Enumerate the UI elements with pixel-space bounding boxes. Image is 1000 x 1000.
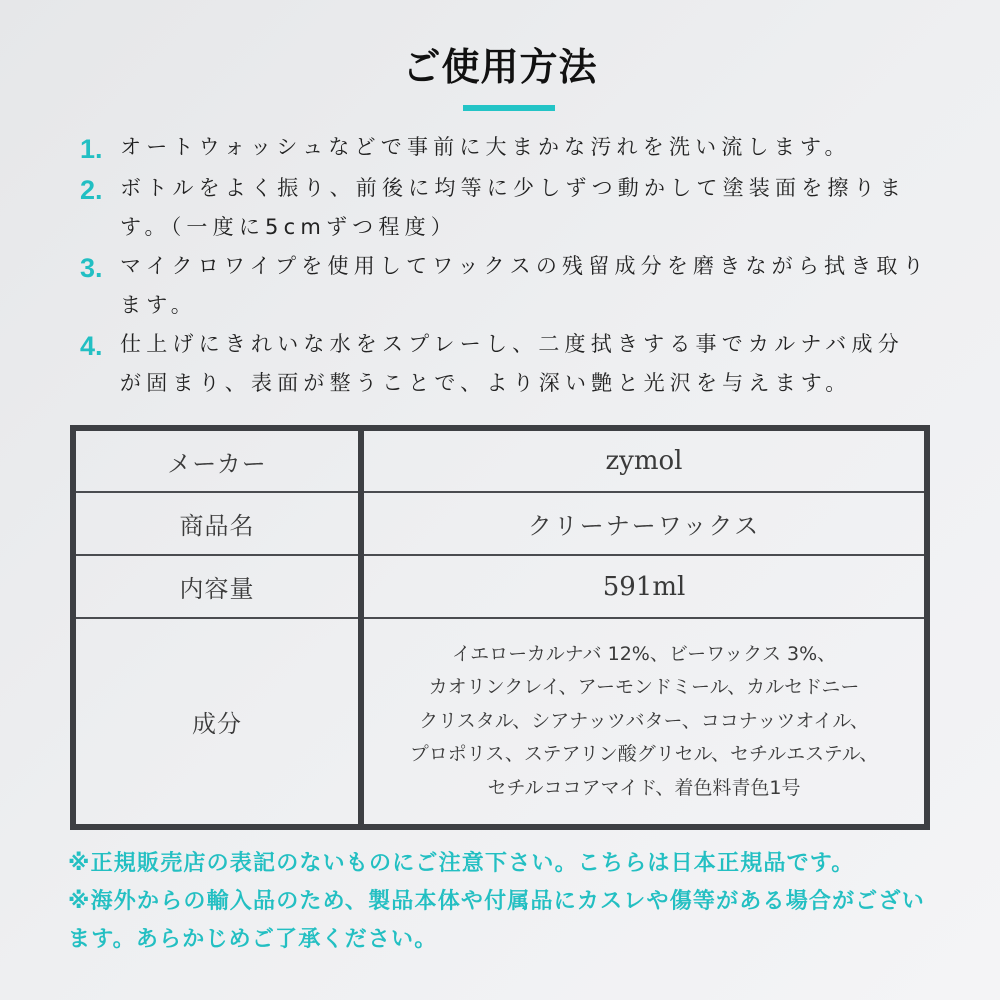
step-number: 3. — [80, 253, 103, 283]
row-value: 591ml — [361, 555, 927, 618]
step-text: オートウォッシュなどで事前に大まかな汚れを洗い流します。 — [120, 135, 851, 159]
step-number: 1. — [80, 134, 103, 164]
step-text: マイクロワイプを使用してワックスの残留成分を磨きながら拭き取ります。 — [120, 254, 929, 317]
row-value: zymol — [605, 446, 683, 476]
row-value: クリーナーワックス — [361, 492, 927, 555]
usage-steps-list — [80, 128, 940, 403]
notice-authentic: ※正規販売店の表記のないものにご注意下さい。こちらは日本正規品です。 — [68, 851, 855, 876]
step-number: 4. — [80, 331, 103, 361]
step-text: ボトルをよく振り、前後に均等に少しずつ動かして塗装面を擦ります。（一度に5cmずつ程度） — [120, 176, 906, 239]
title-underline-divider — [463, 105, 555, 111]
ingredients-value — [361, 618, 927, 827]
table-row-maker — [73, 428, 927, 492]
row-label: 内容量 — [73, 555, 361, 618]
step-item — [80, 128, 940, 169]
ingredient-line: プロポリス、ステアリン酸グリセル、セチルエステル、 — [409, 743, 879, 766]
step-item — [80, 247, 940, 325]
ingredient-line: セチルココアマイド、着色料青色1号 — [487, 776, 801, 799]
table-row-ingredients — [73, 618, 927, 827]
page-title: ご使用方法 — [402, 45, 598, 89]
step-text: 仕上げにきれいな水をスプレーし、二度拭きする事でカルナバ成分が固まり、表面が整うことで、より深い艶と光沢を与えます。 — [120, 332, 904, 395]
row-label: 成分 — [73, 618, 361, 827]
notice-import: ※海外からの輸入品のため、製品本体や付属品にカスレや傷等がある場合がございます。あらかじめご了承ください。 — [68, 889, 925, 952]
ingredient-line: クリスタル、シアナッツバター、ココナッツオイル、 — [419, 709, 869, 732]
table-row-product-name — [73, 492, 927, 555]
ingredient-line: カオリンクレイ、アーモンドミール、カルセドニー — [428, 676, 860, 699]
row-label: メーカー — [73, 428, 361, 492]
table-row-volume — [73, 555, 927, 618]
step-item — [80, 169, 940, 247]
row-label: 商品名 — [73, 492, 361, 555]
notice-section — [68, 845, 948, 959]
step-item — [80, 325, 940, 403]
ingredient-line: イエローカルナバ 12%、ビーワックス 3%、 — [451, 642, 837, 665]
product-spec-table — [70, 425, 930, 830]
step-number: 2. — [80, 175, 103, 205]
